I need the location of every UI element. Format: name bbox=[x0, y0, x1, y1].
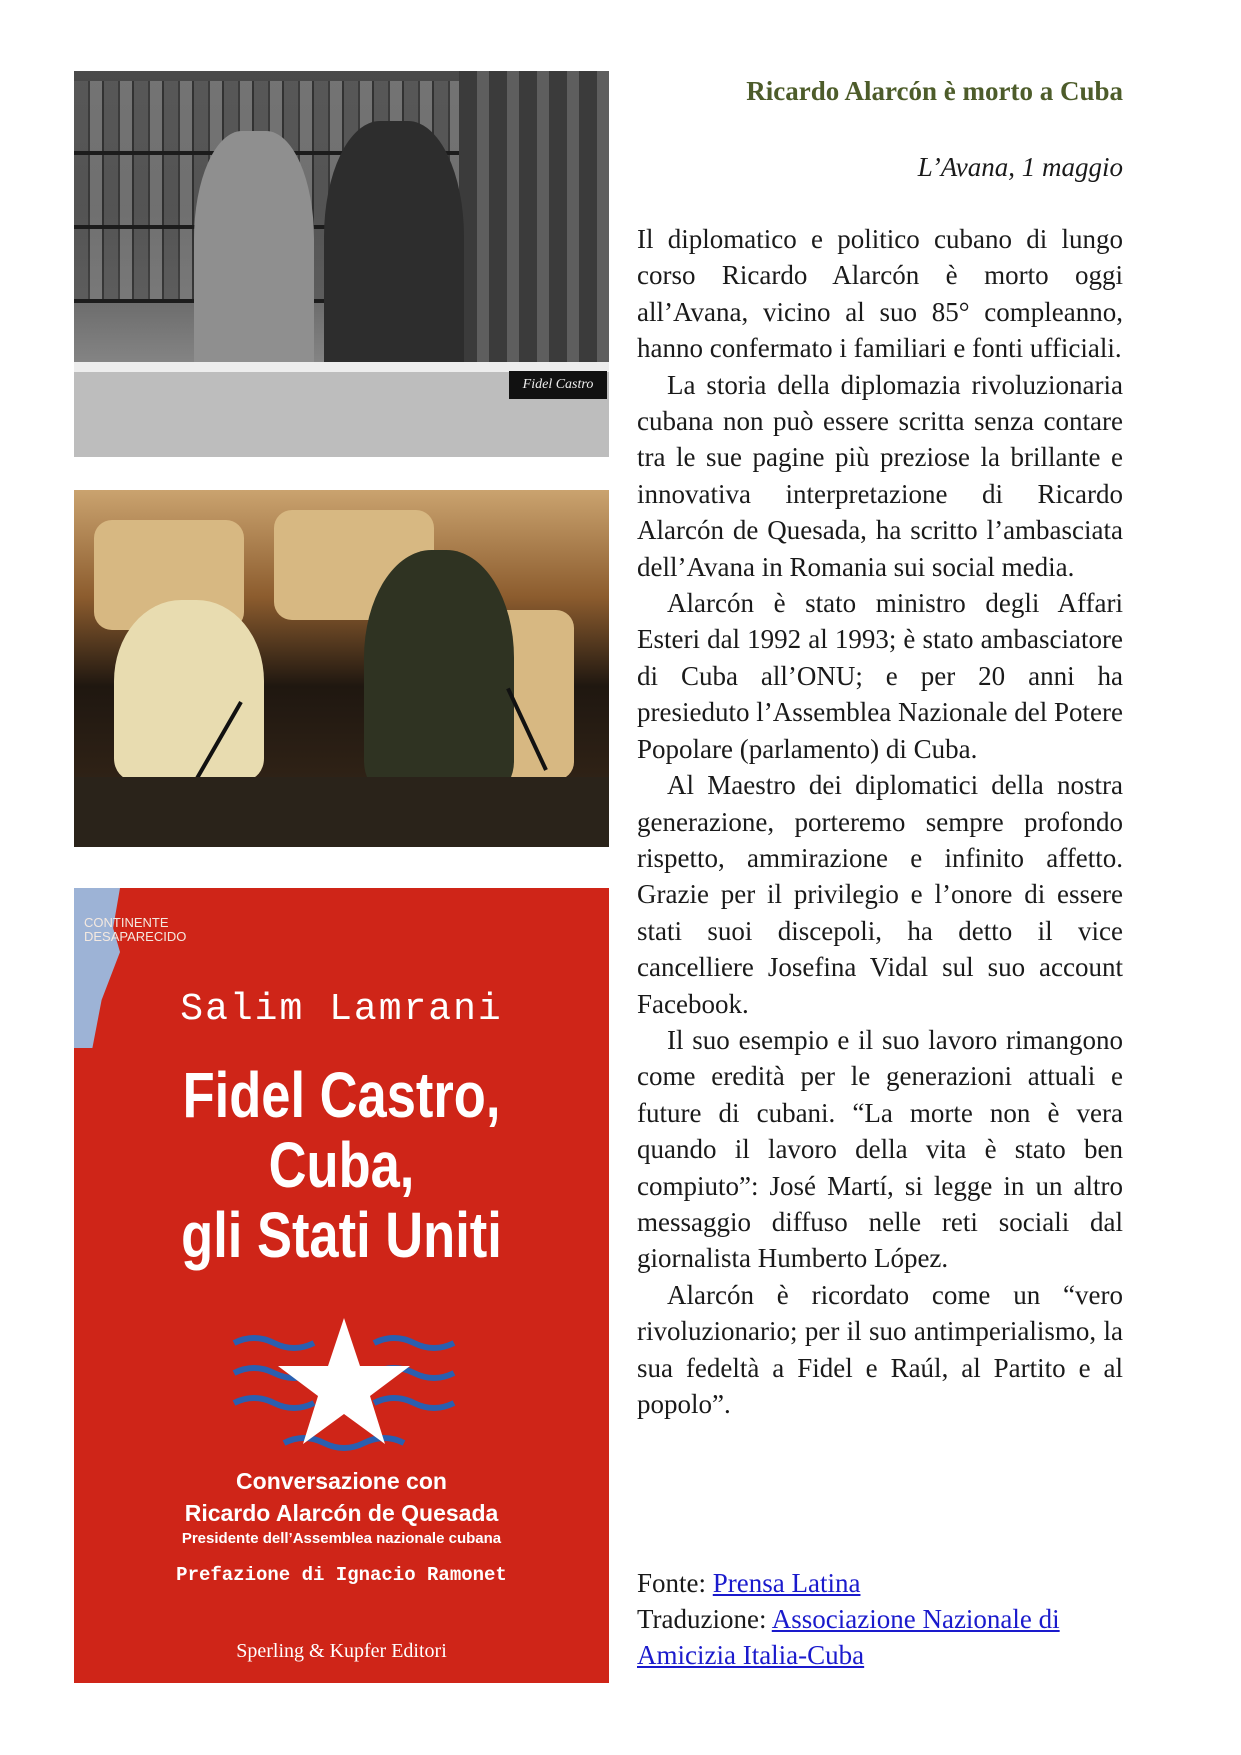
cover-subtitle-small: Presidente dell’Assemblea nazionale cubana bbox=[181, 1530, 502, 1547]
source-line bbox=[637, 1565, 1123, 1601]
article-paragraph: Alarcón è ricordato come un “vero rivoluzionario; per il suo antimperialismo, la sua fedeltà a Fidel e Raúl, al Partito e al popolo”. bbox=[637, 1279, 1123, 1419]
translation-line bbox=[637, 1601, 1123, 1673]
article-paragraph: La storia della diplomazia rivoluzionaria cubana non può essere scritta senza contare tra le sue pagine più preziose la brillante e innovativa interpretazione di Ricardo Alarcón de Quesada, ha scritto l’ambasciata dell’Avana in Romania sui social media. bbox=[637, 369, 1123, 582]
translation-label: Traduzione: bbox=[637, 1604, 767, 1634]
article-headline: Ricardo Alarcón è morto a Cuba bbox=[746, 76, 1123, 106]
star-waves-icon bbox=[224, 1308, 464, 1458]
cover-title-line: Cuba, bbox=[268, 1129, 415, 1201]
person-castro bbox=[364, 550, 514, 790]
source-link[interactable]: Prensa Latina bbox=[712, 1568, 861, 1598]
person-alarcon bbox=[114, 600, 264, 780]
photo-assembly-color bbox=[74, 490, 609, 847]
cover-subtitle-line: Conversazione con bbox=[236, 1468, 447, 1494]
article-sources bbox=[637, 1565, 1123, 1673]
cover-series-line: CONTINENTE bbox=[84, 915, 169, 930]
book-cover bbox=[74, 888, 609, 1683]
article-paragraph: Al Maestro dei diplomatici della nostra generazione, porteremo sempre profondo rispetto, ammirazione e infinito affetto. Grazie per il privilegio e l’onore di essere stati suoi discepoli, ha detto il vice cancelliere Josefina Vidal sul suo account Facebook. bbox=[637, 770, 1123, 1019]
photo-alarcon-castro-bw bbox=[74, 71, 609, 457]
article-paragraph: Il suo esempio e il suo lavoro rimangono come eredità per le generazioni attuali e future di cubani. “La morte non è vera quando il lavoro della vita è stato ben compiuto”: José Martí, si legge in un altro messaggio diffuso nelle reti sociali dal giornalista Humberto López. bbox=[637, 1024, 1123, 1274]
cover-title-line: gli Stati Uniti bbox=[181, 1199, 502, 1271]
desk bbox=[74, 777, 609, 847]
article-paragraph: Alarcón è stato ministro degli Affari Esteri dal 1992 al 1993; è stato ambasciatore di Cuba all’ONU; e per 20 anni ha presieduto l’Assemblea Nazionale del Potere Popolare (parlamento) di Cuba. bbox=[637, 588, 1123, 764]
cover-title-line: Fidel Castro, bbox=[182, 1059, 501, 1131]
person-left bbox=[194, 131, 314, 401]
cover-publisher: Sperling & Kupfer Editori bbox=[236, 1640, 447, 1662]
cover-preface: Prefazione di Ignacio Ramonet bbox=[176, 1564, 507, 1586]
cover-author: Salim Lamrani bbox=[180, 988, 503, 1031]
source-label: Fonte: bbox=[637, 1568, 707, 1598]
article-paragraph: Il diplomatico e politico cubano di lungo corso Ricardo Alarcón è morto oggi all’Avana, vicino al suo 85° compleanno, hanno confermato i familiari e fonti ufficiali. bbox=[637, 224, 1123, 364]
nameplate: Fidel Castro bbox=[509, 371, 607, 399]
cover-subtitle-line: Ricardo Alarcón de Quesada bbox=[184, 1500, 499, 1526]
article-dateline: L’Avana, 1 maggio bbox=[917, 152, 1123, 182]
cover-series bbox=[84, 916, 186, 944]
article-body bbox=[637, 221, 1123, 1422]
cover-series-line: DESAPARECIDO bbox=[84, 929, 187, 944]
curtain bbox=[459, 71, 609, 391]
translation-link[interactable]: Associazione Nazionale di Amicizia Italia-Cuba bbox=[637, 1604, 1060, 1670]
